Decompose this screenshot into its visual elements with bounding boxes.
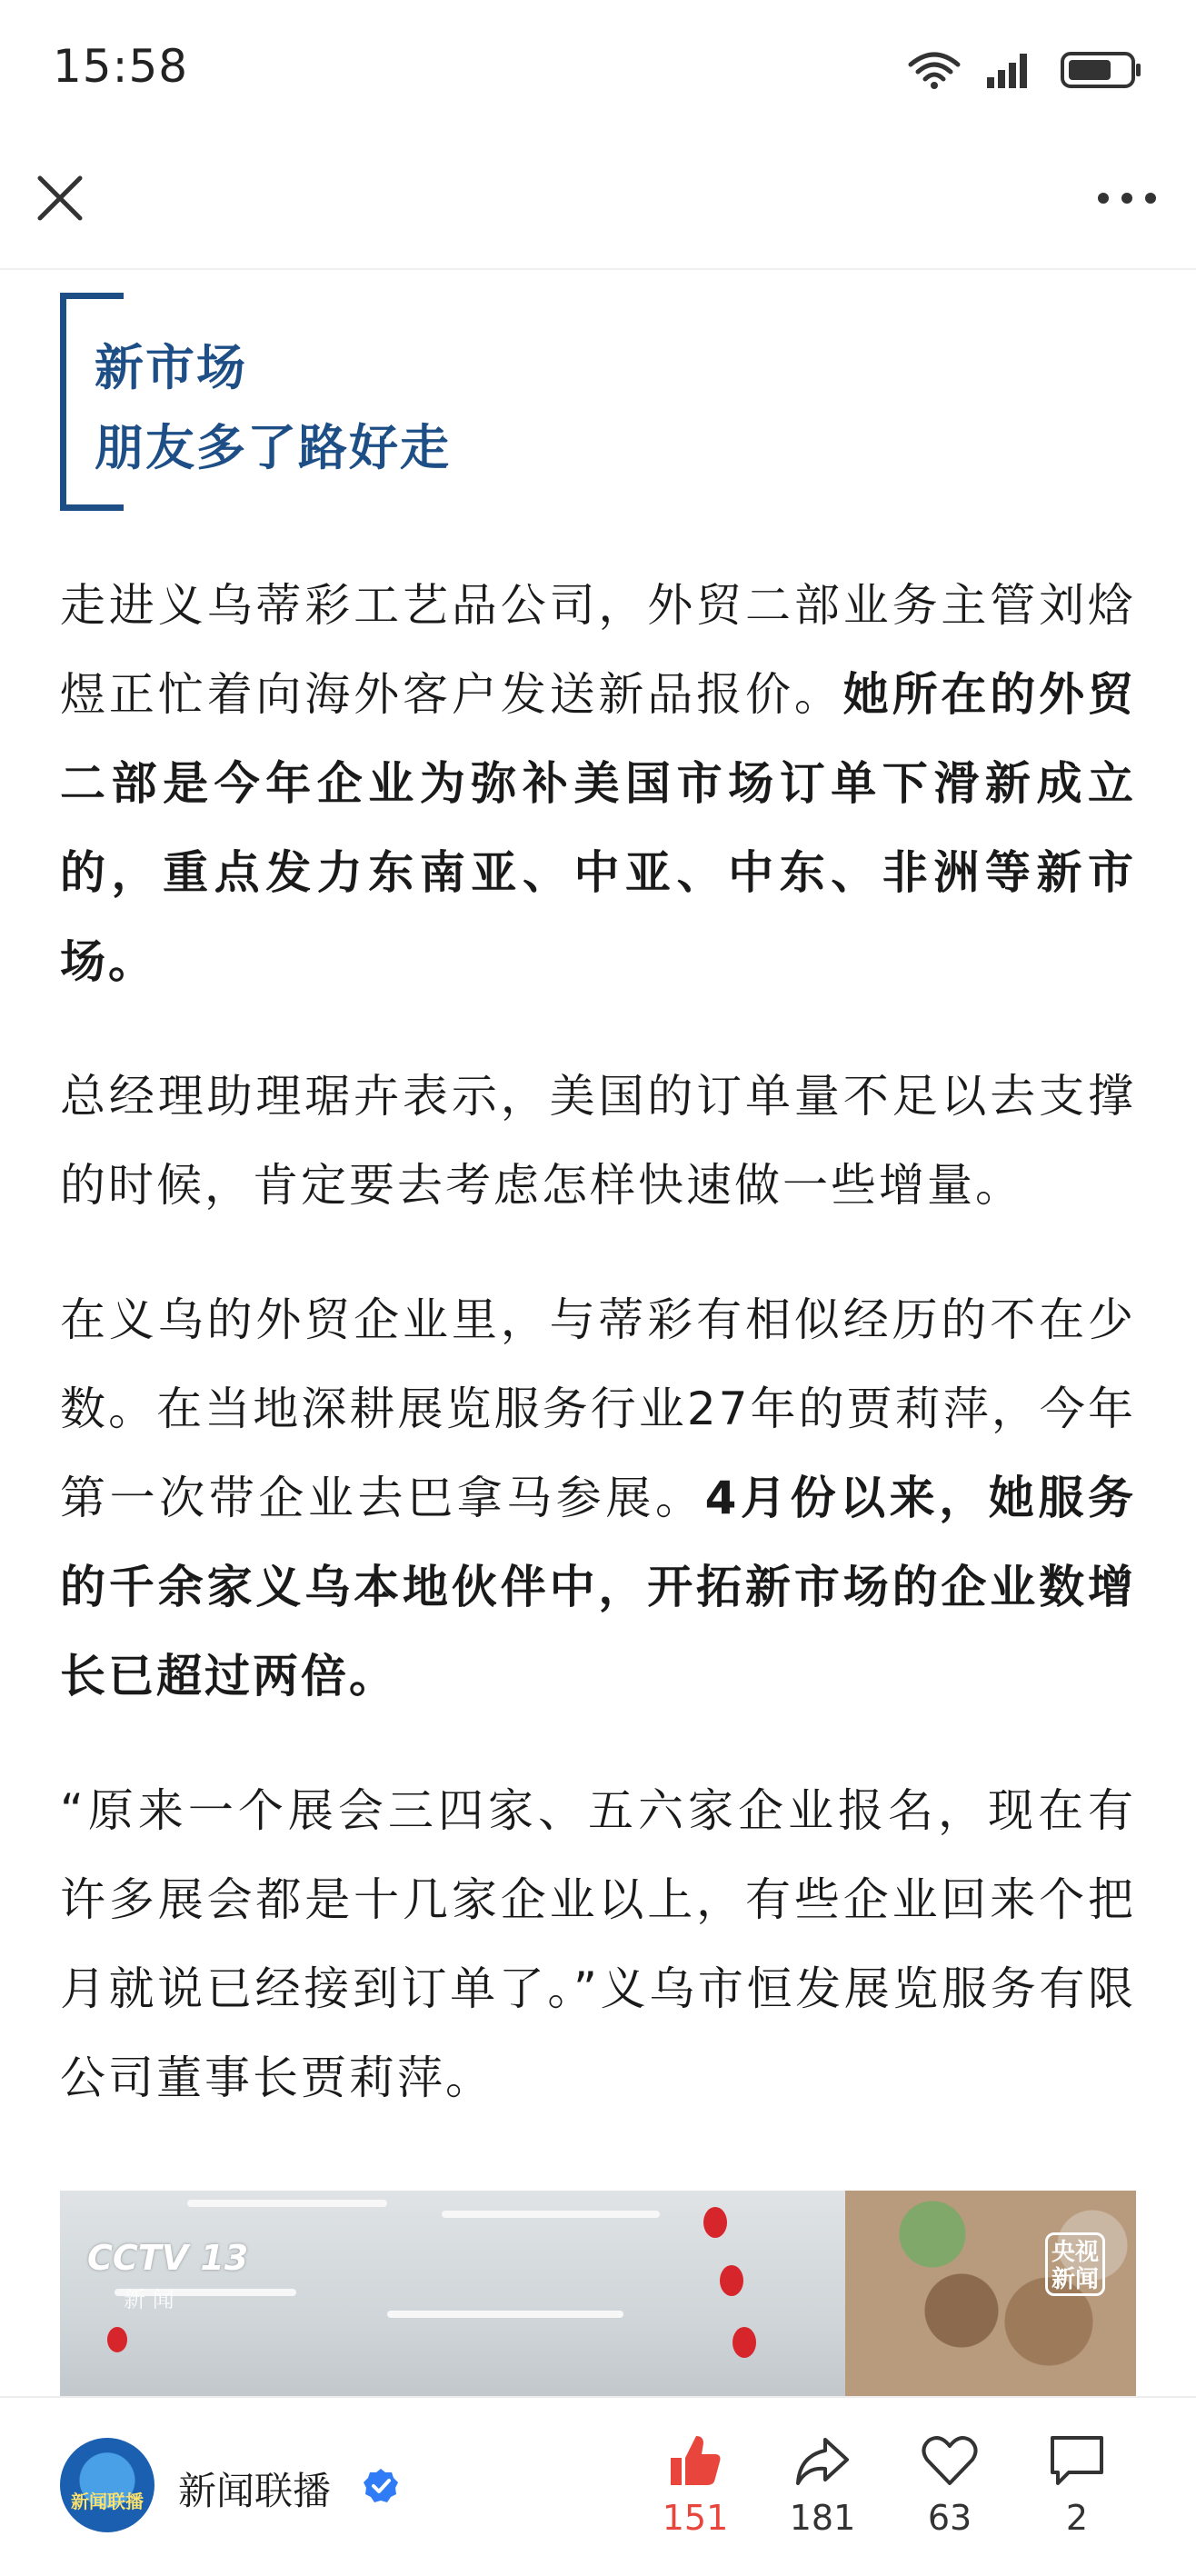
status-time: 15:58 xyxy=(53,40,189,93)
ceiling-light xyxy=(187,2200,387,2207)
favorite-button[interactable] xyxy=(909,2431,991,2538)
share-button[interactable] xyxy=(782,2431,863,2538)
more-options-button[interactable] xyxy=(1091,171,1163,225)
favorite-count: 63 xyxy=(927,2498,972,2538)
red-lantern xyxy=(720,2265,743,2296)
ceiling-light xyxy=(387,2311,623,2318)
status-bar xyxy=(0,0,1196,136)
section-title-line1: 新市场 xyxy=(95,339,247,396)
status-icons xyxy=(907,49,1143,91)
verified-badge-icon xyxy=(362,2467,400,2505)
channel-avatar[interactable] xyxy=(60,2438,154,2532)
ceiling-light xyxy=(442,2211,660,2218)
share-icon xyxy=(792,2431,852,2491)
heart-icon xyxy=(920,2431,980,2491)
paragraph-1 xyxy=(60,561,1136,1006)
battery-icon xyxy=(1060,49,1143,91)
paragraph-3-bold: 4月份以来，她服务的千余家义乌本地伙伴中，开拓新市场的企业数增长已超过两倍。 xyxy=(60,1472,1137,1702)
close-icon xyxy=(33,171,87,225)
yangshi-news-badge: 央视 新闻 xyxy=(1045,2232,1105,2296)
red-lantern xyxy=(703,2207,727,2238)
top-nav xyxy=(0,136,1196,270)
section-heading xyxy=(60,291,1136,514)
more-dots-icon xyxy=(1091,171,1163,225)
paragraph-1-text: 走进义乌蒂彩工艺品公司，外贸二部业务主管刘焓煜正忙着向海外客户发送新品报价。 xyxy=(60,579,1136,721)
paragraph-3 xyxy=(60,1275,1136,1721)
paragraph-3-text: 在义乌的外贸企业里，与蒂彩有相似经历的不在少数。在当地深耕展览服务行业27年的贾莉萍，今年第一次带企业去巴拿马参展。 xyxy=(60,1293,1136,1524)
article-body xyxy=(60,291,1136,2168)
comment-button[interactable] xyxy=(1036,2431,1118,2538)
wifi-icon xyxy=(907,50,962,90)
bottom-action-bar xyxy=(0,2396,1196,2576)
like-count: 151 xyxy=(662,2498,729,2538)
paragraph-4: “原来一个展会三四家、五六家企业报名，现在有许多展会都是十几家企业以上，有些企业回来个把月就说已经接到订单了。”义乌市恒发展览服务有限公司董事长贾莉萍。 xyxy=(60,1784,1136,2104)
section-title-line2: 朋友多了路好走 xyxy=(95,419,451,476)
avatar-text: 新闻联播 xyxy=(71,2491,144,2512)
cctv-logo-sub: 新 闻 xyxy=(124,2287,174,2312)
red-lantern xyxy=(107,2327,127,2352)
paragraph-2: 总经理助理琚卉表示，美国的订单量不足以去支撑的时候，肯定要去考虑怎样快速做一些增量。 xyxy=(60,1070,1136,1212)
comment-icon xyxy=(1047,2431,1107,2491)
signal-icon xyxy=(985,50,1036,90)
paragraph-1-bold: 她所在的外贸二部是今年企业为弥补美国市场订单下滑新成立的，重点发力东南亚、中亚、中东、非洲等新市场。 xyxy=(60,668,1137,988)
channel-name[interactable]: 新闻联播 xyxy=(178,2469,332,2513)
thumbs-up-icon xyxy=(665,2431,725,2491)
like-button[interactable] xyxy=(654,2431,736,2538)
article-video[interactable] xyxy=(60,2191,1136,2409)
share-count: 181 xyxy=(789,2498,856,2538)
close-button[interactable] xyxy=(33,171,87,225)
comment-count: 2 xyxy=(1065,2498,1089,2538)
red-lantern xyxy=(733,2327,756,2358)
cctv-logo: CCTV 13 xyxy=(87,2238,249,2278)
plush-toys-display xyxy=(845,2191,1136,2409)
